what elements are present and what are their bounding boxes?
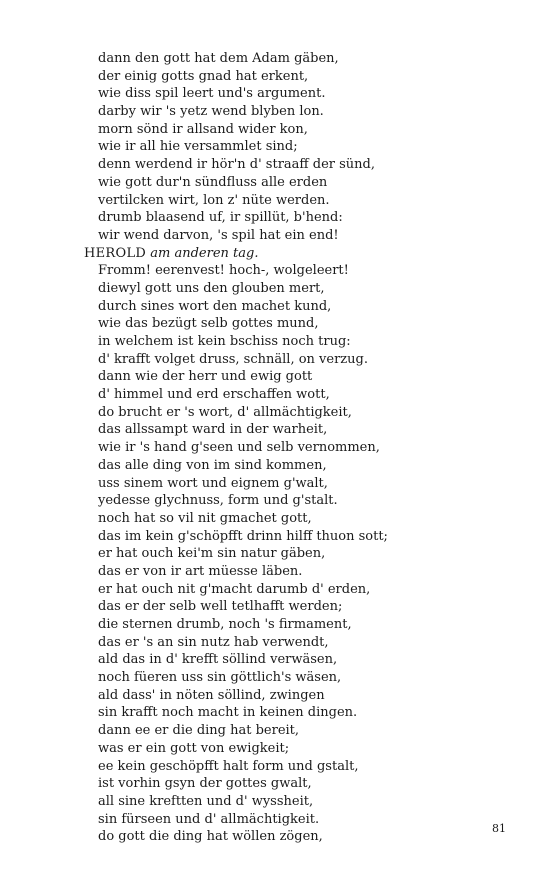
verse-line: all sine kreftten und d' wyssheit, [98, 793, 314, 809]
verse-line: uss sinem wort und eignem g'walt, [98, 475, 328, 491]
verse-section-before [84, 50, 524, 245]
verse-line: noch füeren uss sin göttlich's wäsen, [98, 670, 342, 686]
verse-line: do brucht er 's wort, d' allmächtigkeit, [98, 404, 352, 420]
stage-direction: am anderen tag. [150, 245, 259, 261]
verse-line: wir wend darvon, 's spil hat ein end! [98, 227, 339, 243]
verse-line: ist vorhin gsyn der gottes gwalt, [98, 776, 312, 792]
verse-line: vertilcken wirt, lon z' nüte werden. [98, 192, 330, 208]
verse-line: ald das in d' krefft söllind verwäsen, [98, 652, 338, 668]
verse-line: das alle ding von im sind kommen, [98, 457, 327, 473]
verse-line: sin krafft noch macht in keinen dingen. [98, 705, 358, 721]
verse-line: diewyl gott uns den glouben mert, [98, 280, 325, 296]
verse-line: wie gott dur'n sündfluss alle erden [98, 174, 328, 190]
verse-line: was er ein gott von ewigkeit; [98, 740, 290, 756]
verse-line: durch sines wort den machet kund, [98, 298, 332, 314]
verse-line: er hat ouch nit g'macht darumb d' erden, [98, 581, 371, 597]
verse-line: die sternen drumb, noch 's firmament, [98, 617, 352, 632]
verse-line: das im kein g'schöpfft drinn hilff thuon sott; [98, 528, 388, 544]
verse-line: d' krafft volget druss, schnäll, on verzug. [98, 351, 368, 367]
verse-line: dann den gott hat dem Adam gäben, [98, 51, 339, 66]
verse-line: yedesse glychnuss, form und g'stalt. [98, 493, 338, 509]
verse-line: dann ee er die ding hat bereit, [98, 723, 300, 739]
verse-line: Fromm! eerenvest! hoch-, wolgeleert! [98, 263, 349, 279]
verse-line: sin fürseen und d' allmächtigkeit. [98, 811, 320, 827]
verse-line: noch hat so vil nit gmachet gott, [98, 510, 312, 526]
verse-line: ald dass' in nöten söllind, zwingen [98, 687, 325, 703]
verse-text [84, 50, 524, 846]
verse-line: er hat ouch kei'm sin natur gäben, [98, 546, 326, 562]
verse-line: do gott die ding hat wöllen zögen, [98, 829, 323, 845]
verse-line: d' himmel und erd erschaffen wott, [98, 387, 330, 403]
verse-line: das er der selb well tetlhafft werden; [98, 599, 343, 615]
verse-line: drumb blaasend uf, ir spillüt, b'hend: [98, 210, 343, 226]
speaker-heading [84, 245, 524, 263]
verse-line: morn sönd ir allsand wider kon, [98, 121, 308, 137]
verse-line: ee kein geschöpfft halt form und gstalt, [98, 758, 359, 774]
verse-line: das er von ir art müesse läben. [98, 563, 303, 579]
verse-line: das allssampt ward in der warheit, [98, 422, 328, 438]
verse-line: der einig gotts gnad hat erkent, [98, 68, 309, 84]
speaker-name: HEROLD [84, 245, 147, 261]
verse-line: das er 's an sin nutz hab verwendt, [98, 634, 329, 650]
verse-line: darby wir 's yetz wend blyben lon. [98, 104, 324, 120]
verse-section-after [84, 262, 524, 846]
verse-line: wie ir all hie versammlet sind; [98, 139, 298, 155]
verse-line: wie diss spil leert und's argument. [98, 86, 326, 102]
page-number: 81 [492, 822, 506, 835]
verse-line: denn werdend ir hör'n d' straaff der sünd, [98, 157, 376, 173]
verse-line: dann wie der herr und ewig gott [98, 369, 313, 385]
verse-line: in welchem ist kein bschiss noch trug: [98, 334, 351, 349]
verse-line: wie ir 's hand g'seen und selb vernommen, [98, 440, 380, 456]
verse-line: wie das bezügt selb gottes mund, [98, 316, 319, 332]
